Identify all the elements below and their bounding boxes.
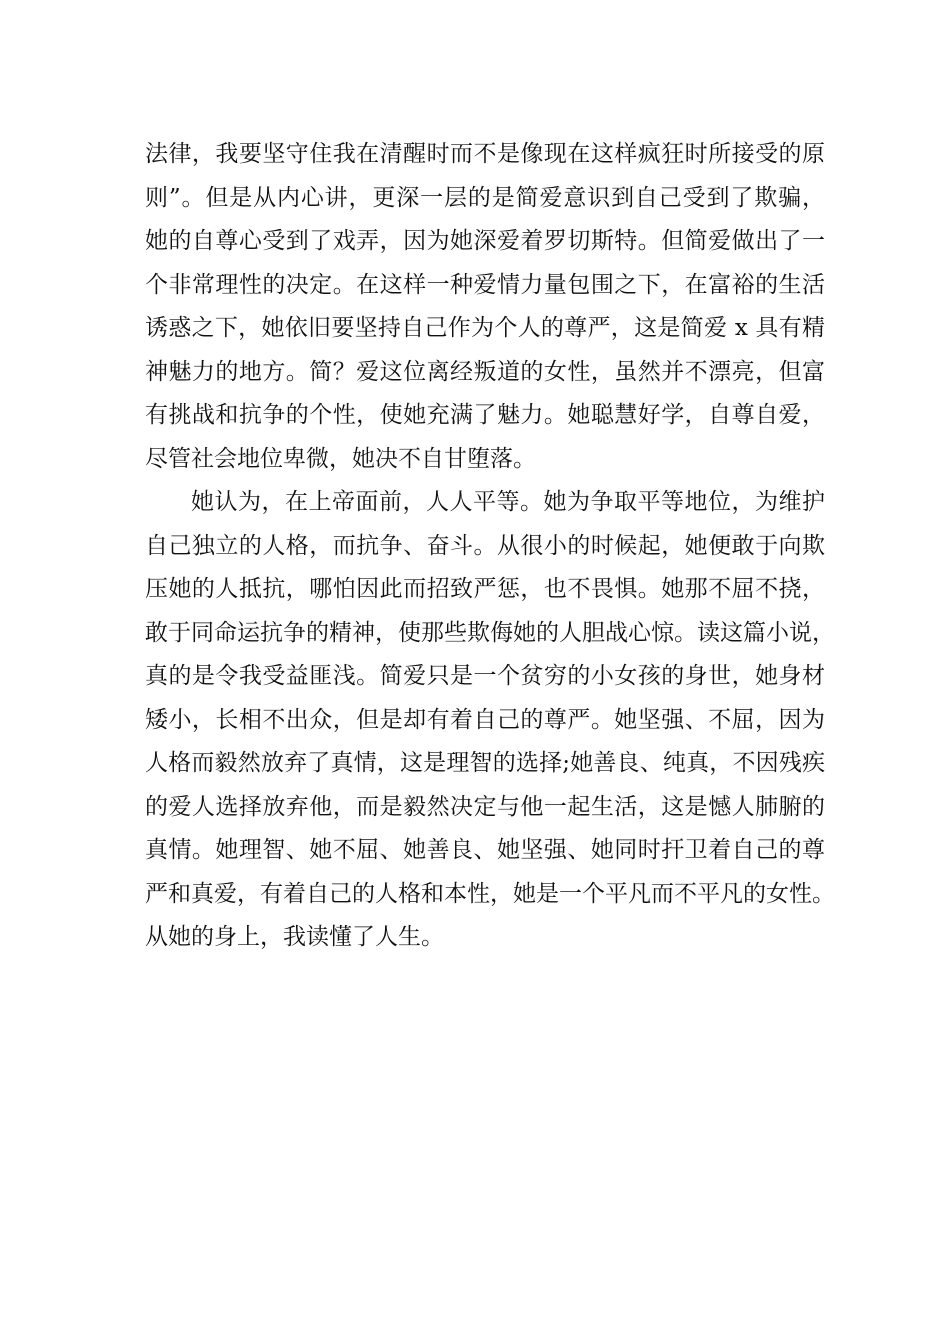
- text-line: 她认为，在上帝面前，人人平等。她为争取平等地位，为维护: [191, 489, 825, 515]
- text-line: 神魅力的地方。简？爱这位离经叛道的女性，虽然并不漂亮，但富: [145, 358, 825, 385]
- text-line: 矮小，长相不出众，但是却有着自己的尊严。她坚强、不屈，因为: [145, 706, 825, 733]
- text-line: 严和真爱，有着自己的人格和本性，她是一个平凡而不平凡的女性。: [145, 880, 835, 907]
- text-line: 人格而毅然放弃了真情，这是理智的选择;她善良、纯真，不因残疾: [145, 750, 825, 776]
- paragraph-2: [145, 481, 835, 960]
- text-line: 真情。她理智、她不屈、她善良、她坚强、她同时扞卫着自己的尊: [145, 837, 825, 863]
- text-line: 从她的身上，我读懂了人生。: [145, 924, 444, 950]
- document-body: [145, 133, 835, 960]
- text-line: 自己独立的人格，而抗争、奋斗。从很小的时候起，她便敢于向欺: [145, 532, 825, 559]
- paragraph-1: [145, 133, 825, 481]
- text-line: 个非常理性的决定。在这样一种爱情力量包围之下，在富裕的生活: [145, 271, 825, 298]
- text-line: 尽管社会地位卑微，她决不自甘堕落。: [145, 445, 536, 472]
- text-line: 的爱人选择放弃他，而是毅然决定与他一起生活，这是憾人肺腑的: [145, 793, 825, 820]
- text-line: 真的是令我受益匪浅。简爱只是一个贫穷的小女孩的身世，她身材: [145, 663, 825, 689]
- text-line: 敢于同命运抗争的精神，使那些欺侮她的人胆战心惊。读这篇小说，: [145, 619, 835, 646]
- text-line: 她的自尊心受到了戏弄，因为她深爱着罗切斯特。但简爱做出了一: [145, 228, 825, 254]
- text-line: 诱惑之下，她依旧要坚持自己作为个人的尊严，这是简爱 x 具有精: [145, 315, 825, 341]
- text-line: 则”。但是从内心讲，更深一层的是简爱意识到自己受到了欺骗，: [145, 184, 825, 211]
- text-line: 有挑战和抗争的个性，使她充满了魅力。她聪慧好学，自尊自爱，: [145, 402, 825, 428]
- text-line: 法律，我要坚守住我在清醒时而不是像现在这样疯狂时所接受的原: [145, 141, 825, 167]
- text-line: 压她的人抵抗，哪怕因此而招致严惩，也不畏惧。她那不屈不挠，: [145, 576, 825, 602]
